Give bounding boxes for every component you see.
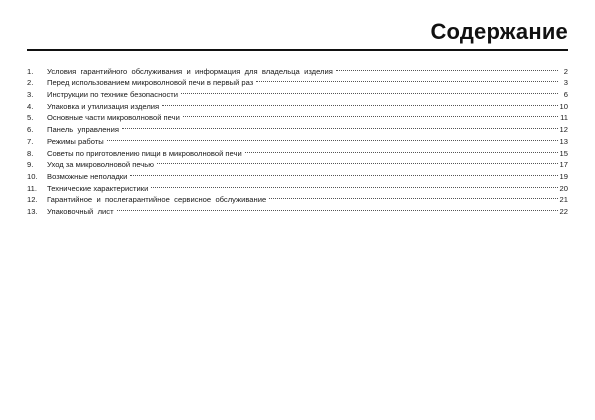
- toc-entry[interactable]: [27, 144, 568, 156]
- toc-label: Перед использованием микроволновой печи в первый раз: [47, 78, 254, 88]
- toc-entry[interactable]: [27, 62, 568, 74]
- toc-label: Возможные неполадки: [47, 171, 128, 181]
- title-divider: [27, 49, 568, 51]
- toc-label: Советы по приготовлению пищи в микроволновой печи: [47, 148, 242, 158]
- toc-number: 4.: [27, 101, 34, 111]
- toc-label: Режимы работы: [47, 136, 104, 146]
- toc-leader: [181, 85, 558, 97]
- toc-number: 2.: [27, 78, 34, 88]
- toc-number: 9.: [27, 160, 34, 170]
- toc-label: Упаковочный лист: [47, 206, 114, 216]
- toc-number: 5.: [27, 113, 34, 123]
- toc-label: Уход за микроволновой печью: [47, 160, 154, 170]
- toc-number: 6.: [27, 125, 34, 135]
- toc-label: Панель управления: [47, 125, 119, 135]
- toc-page-number: 19: [559, 171, 568, 181]
- toc-leader: [162, 97, 557, 109]
- toc-leader: [151, 179, 557, 191]
- toc-page-number: 15: [559, 148, 568, 158]
- toc-page-number: 10: [559, 101, 568, 111]
- toc-page-number: 20: [559, 183, 568, 193]
- toc-number: 7.: [27, 136, 34, 146]
- toc-label: Инструкции по технике безопасности: [47, 90, 178, 100]
- toc-leader: [122, 120, 558, 132]
- toc-number: 3.: [27, 90, 34, 100]
- toc-entry[interactable]: [27, 132, 568, 144]
- toc-leader: [245, 144, 558, 156]
- toc-label: Основные части микроволновой печи: [47, 113, 180, 123]
- toc-page-number: 12: [559, 125, 568, 135]
- toc-page-number: 13: [559, 136, 568, 146]
- toc-label: Технические характеристики: [47, 183, 149, 193]
- toc-page-number: 11: [560, 113, 568, 123]
- toc-label: Условия гарантийного обслуживания и информация для владельца изделия: [47, 66, 333, 76]
- toc-leader: [269, 191, 557, 203]
- toc-leader: [157, 156, 558, 168]
- toc-number: 10.: [27, 171, 38, 181]
- table-of-contents: [27, 62, 568, 214]
- toc-label: Гарантийное и послегарантийное сервисное обслуживание: [47, 195, 267, 205]
- toc-number: 1.: [27, 66, 34, 76]
- page-title: Содержание: [430, 19, 568, 44]
- toc-number: 12.: [27, 195, 38, 205]
- toc-number: 13.: [27, 206, 38, 216]
- toc-leader: [256, 74, 558, 86]
- toc-label: Упаковка и утилизация изделия: [47, 101, 160, 111]
- toc-leader: [130, 167, 557, 179]
- toc-leader: [336, 62, 558, 74]
- toc-page-number: 21: [559, 195, 568, 205]
- toc-page-number: 3: [563, 78, 568, 88]
- toc-page-number: 6: [563, 90, 568, 100]
- toc-leader: [107, 132, 558, 144]
- toc-page-number: 2: [563, 66, 568, 76]
- toc-page-number: 22: [559, 206, 568, 216]
- toc-number: 8.: [27, 148, 34, 158]
- toc-leader: [117, 202, 558, 214]
- toc-leader: [183, 109, 558, 121]
- toc-page-number: 17: [559, 160, 568, 170]
- toc-number: 11.: [27, 183, 37, 193]
